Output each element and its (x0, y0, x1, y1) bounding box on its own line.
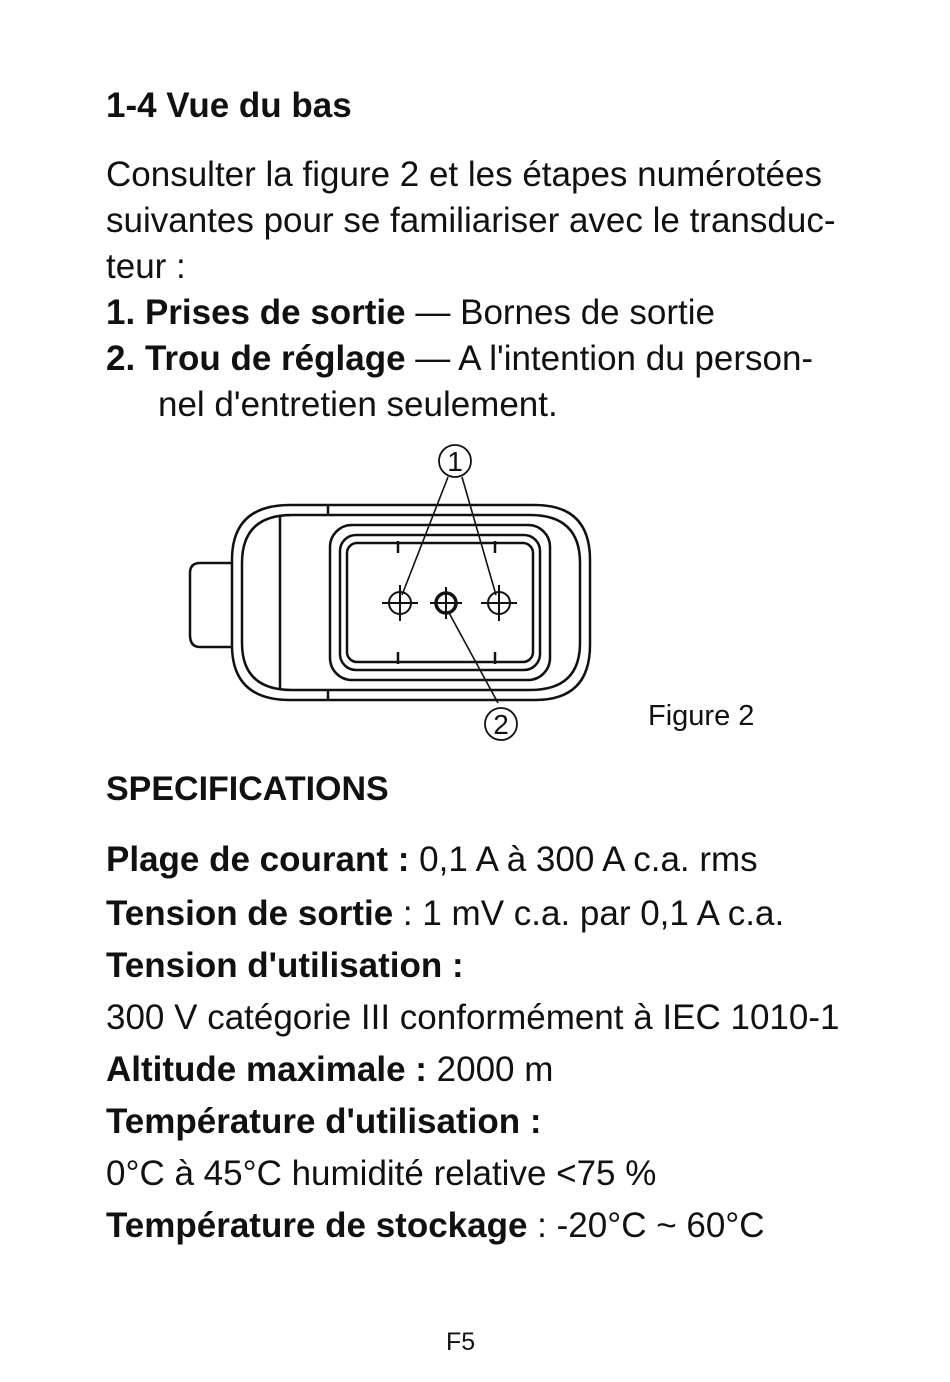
list-item-2-continuation: nel d'entretien seulement. (158, 385, 558, 424)
intro-line-3: teur : (106, 247, 186, 286)
spec-row-operating-voltage (106, 946, 464, 986)
item-separator: — (405, 339, 459, 378)
item-description: Bornes de sortie (460, 293, 715, 332)
intro-line-1: Consulter la figure 2 et les étapes numérotées (106, 155, 822, 194)
side-tab (190, 563, 232, 647)
item-term: Prises de sortie (144, 293, 406, 332)
adjustment-hole-icon (430, 587, 462, 619)
spec-row-output-voltage (106, 894, 784, 934)
spec-value: 0°C à 45°C humidité relative <75 % (106, 1154, 657, 1193)
figure-caption: Figure 2 (648, 700, 755, 732)
item-number: 2. (106, 339, 136, 378)
specifications-heading: SPECIFICATIONS (106, 770, 389, 808)
section-title: 1-4 Vue du bas (106, 86, 352, 125)
spec-value: : -20°C ~ 60°C (527, 1206, 765, 1245)
callout-2 (485, 708, 517, 740)
spec-row-operating-voltage-value (106, 998, 839, 1038)
intro-line-2: suivantes pour se familiariser avec le transduc- (106, 201, 836, 240)
spec-row-operating-temp-value (106, 1154, 656, 1194)
list-item-2 (106, 336, 813, 382)
item-term: Trou de réglage (144, 339, 406, 378)
callout-1 (439, 445, 471, 477)
item-separator: — (405, 293, 461, 332)
item-description: A l'intention du person- (458, 339, 814, 378)
page-number: F5 (446, 1328, 476, 1356)
item-number: 1. (106, 293, 136, 332)
output-jack-right-icon (481, 585, 517, 621)
callout-1-label: 1 (447, 446, 463, 477)
output-jack-left-icon (382, 585, 418, 621)
spec-value: : 1 mV c.a. par 0,1 A c.a. (393, 894, 785, 933)
spec-label: Température d'utilisation : (106, 1102, 542, 1141)
spec-label: Plage de courant : (106, 840, 410, 879)
spec-value: 0,1 A à 300 A c.a. rms (409, 840, 758, 879)
spec-label: Altitude maximale : (106, 1050, 427, 1089)
spec-row-storage-temp (106, 1206, 765, 1246)
spec-value: 300 V catégorie III conformément à IEC 1010-1 (106, 998, 840, 1037)
list-item-1 (106, 290, 715, 336)
spec-label: Tension d'utilisation : (106, 946, 464, 985)
spec-label: Tension de sortie (106, 894, 394, 933)
callout-2-label: 2 (493, 709, 509, 740)
spec-row-operating-temp (106, 1102, 542, 1142)
spec-value: 2000 m (426, 1050, 554, 1089)
transducer-bottom-view-figure (180, 435, 620, 755)
spec-row-max-altitude (106, 1050, 553, 1090)
spec-label: Température de stockage (106, 1206, 528, 1245)
spec-row-current-range (106, 840, 758, 880)
